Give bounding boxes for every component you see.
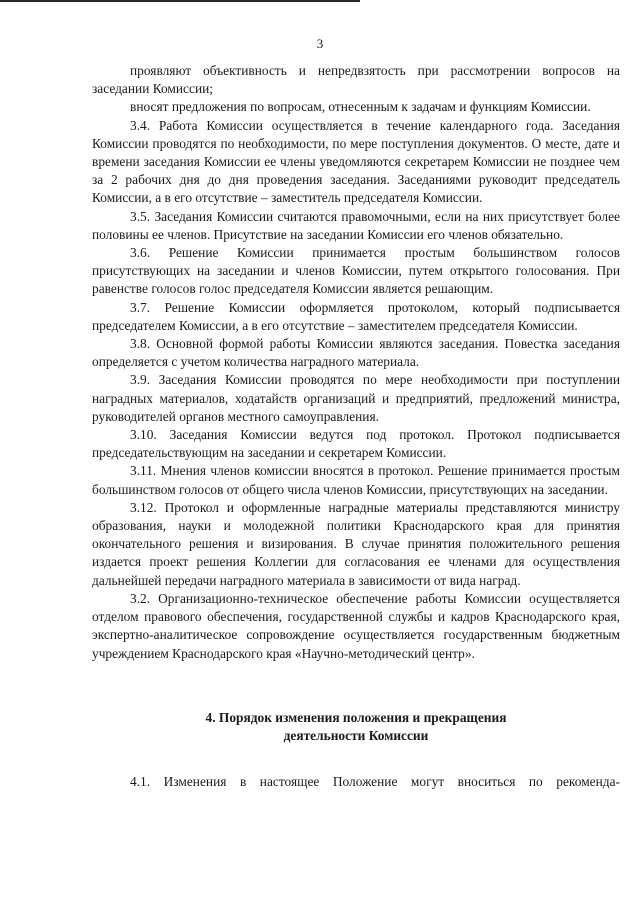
paragraph-objectivity: проявляют объективность и непредвзятость при рассмотрении вопросов на заседании Комиссии;	[92, 63, 620, 97]
paragraph-3-5: 3.5. Заседания Комиссии считаются правомочными, если на них присутствует более половины ее членов. Присутствие на заседании Комиссии его членов обязательно.	[92, 208, 620, 242]
paragraph-3-2: 3.2. Организационно-техническое обеспечение работы Комиссии осуществляется отделом правового обеспечения, государственной службы и кадров Краснодарского края, экспертно-аналитическое сопровождение осуществляется государственным бюджетным учреждением Краснодарского края «Научно-методический центр».	[92, 590, 620, 661]
paragraph-3-8: 3.8. Основной формой работы Комиссии являются заседания. Повестка заседания определяется с учетом количества наградного материала.	[92, 336, 620, 370]
document-body	[92, 62, 620, 791]
paragraph-3-7: 3.7. Решение Комиссии оформляется протоколом, который подписывается председателем Комиссии, а в его отсутствие – заместителем председателя Комиссии.	[92, 299, 620, 333]
paragraph-3-6: 3.6. Решение Комиссии принимается простым большинством голосов присутствующих на заседании и членов Комиссии, путем открытого голосования. При равенстве голосов голос председателя Комиссии является решающим.	[92, 245, 620, 297]
paragraph-3-12: 3.12. Протокол и оформленные наградные материалы представляются министру образования, науки и молодежной политики Краснодарского края для принятия окончательного решения и визирования. В случае принятия положительного решения издается проект решения Коллегии для согласования ее членами для осуществления дальнейшей передачи наградного материала в зависимости от вида наград.	[92, 499, 620, 588]
section-4-heading-line-1: 4. Порядок изменения положения и прекращения	[205, 709, 507, 725]
paragraph-3-11: 3.11. Мнения членов комиссии вносятся в протокол. Решение принимается простым большинством голосов от общего числа членов Комиссии, присутствующих на заседании.	[92, 463, 620, 497]
paragraph-3-10: 3.10. Заседания Комиссии ведутся под протокол. Протокол подписывается председательствующим на заседании и секретарем Комиссии.	[92, 427, 620, 461]
paragraph-3-9: 3.9. Заседания Комиссии проводятся по мере необходимости при поступлении наградных материалов, ходатайств организаций и предприятий, предложений министра, руководителей органов местного самоуправления.	[92, 372, 620, 424]
page-number: 3	[316, 36, 324, 51]
section-4-heading-line-2: деятельности Комиссии	[283, 727, 429, 743]
top-border-rule	[0, 0, 360, 2]
paragraph-proposals: вносят предложения по вопросам, отнесенным к задачам и функциям Комиссии.	[130, 99, 591, 115]
paragraph-3-4: 3.4. Работа Комиссии осуществляется в течение календарного года. Заседания Комиссии проводятся по необходимости, по мере поступления документов. О месте, дате и времени заседания Комиссии ее члены уведомляются секретарем Комиссии не позднее чем за 2 рабочих дня до дня проведения заседания. Заседаниями руководит председатель Комиссии, а в его отсутствие – заместитель председателя Комиссии.	[92, 117, 620, 206]
paragraph-4-1: 4.1. Изменения в настоящее Положение могут вноситься по рекоменда-	[130, 773, 620, 789]
section-4-heading	[92, 709, 620, 745]
